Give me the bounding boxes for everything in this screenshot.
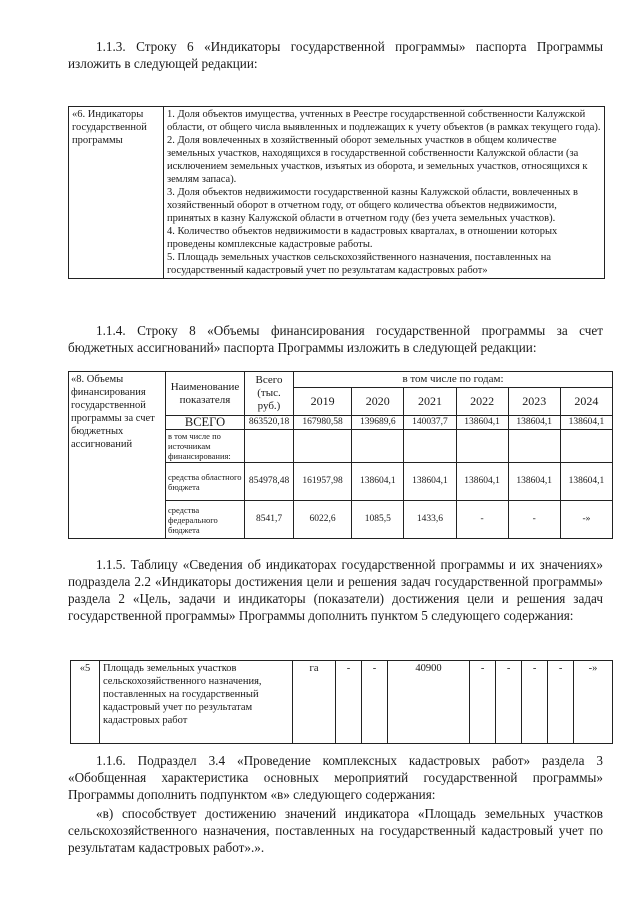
row-total	[245, 430, 294, 463]
year-cell: 2023	[508, 388, 560, 416]
row-value: -	[508, 501, 560, 539]
year-cell: 2019	[294, 388, 352, 416]
header-name: Наименование показателя	[166, 372, 245, 416]
indicator-item: 1. Доля объектов имущества, учтенных в Реестре государственной собственности Калужской области, от общего числа выявленных и подлежащих к учету объектов (в рамках текущего года).	[167, 109, 601, 133]
header-years: в том числе по годам:	[294, 372, 613, 388]
paragraph-1-1-3: 1.1.3. Строку 6 «Индикаторы государственной программы» паспорта Программы изложить в следующей редакции:	[68, 39, 603, 71]
indicator-item: 4. Количество объектов недвижимости в кадастровых кварталах, в отношении которых проведены комплексные кадастровые работы.	[167, 226, 558, 250]
indicator-item: 3. Доля объектов недвижимости государственной казны Калужской области, вовлеченных в хозяйственный оборот в отчетном году, от общего количества объектов недвижимости, принятых в казну Калужской области в отчетном году (без учета земельных участков).	[167, 187, 578, 224]
row-total: 863520,18	[245, 416, 294, 430]
row-value: 138604,1	[508, 416, 560, 430]
indicators-table	[68, 106, 605, 279]
year-cell: 2021	[404, 388, 456, 416]
year-cell: 2020	[352, 388, 404, 416]
row-value	[294, 430, 352, 463]
row-value: 139689,6	[352, 416, 404, 430]
row-value: -	[456, 501, 508, 539]
value-cell: -	[548, 661, 574, 744]
indicator-name: Площадь земельных участков сельскохозяйственного назначения, поставленных на государственный кадастровый учет по результатам кадастровых работ	[100, 661, 293, 744]
value-cell: -	[522, 661, 548, 744]
header-total: Всего (тыс. руб.)	[245, 372, 294, 416]
paragraph-1-1-4: 1.1.4. Строку 8 «Объемы финансирования государственной программы за счет бюджетных ассигнований» паспорта Программы изложить в следующей редакции:	[68, 323, 603, 355]
row-value	[404, 430, 456, 463]
financing-label: «8. Объемы финансирования государственной программы за счет бюджетных ассигнований	[69, 372, 166, 539]
value-cell: -	[470, 661, 496, 744]
indicators-list	[164, 107, 605, 279]
row-value: 6022,6	[294, 501, 352, 539]
row-value: -»	[560, 501, 612, 539]
paragraph-1-1-6: 1.1.6. Подраздел 3.4 «Проведение комплексных кадастровых работ» раздела 3 «Обобщенная характеристика основных мероприятий государственной программы» Программы дополнить подпунктом «в» следующего содержания:	[68, 753, 603, 802]
row-value: 138604,1	[560, 416, 612, 430]
row-value	[508, 430, 560, 463]
indicators-label: «6. Индикаторы государственной программы	[69, 107, 164, 279]
year-cell: 2022	[456, 388, 508, 416]
value-cell: 40900	[387, 661, 469, 744]
value-cell: -»	[574, 661, 613, 744]
row-value	[456, 430, 508, 463]
row-name: в том числе по источникам финансирования:	[166, 430, 245, 463]
row-value: 1433,6	[404, 501, 456, 539]
row-value: 138604,1	[352, 463, 404, 501]
row-name: ВСЕГО	[166, 416, 245, 430]
indicator-values-table	[70, 660, 613, 744]
paragraph-1-1-6-v: «в) способствует достижению значений индикатора «Площадь земельных участков сельскохозяйственного назначения, поставленных на государственный кадастровый учет по результатам кадастровых работ».».	[68, 806, 603, 855]
row-total: 854978,48	[245, 463, 294, 501]
row-value: 138604,1	[456, 463, 508, 501]
value-cell: -	[361, 661, 387, 744]
paragraph-1-1-5: 1.1.5. Таблицу «Сведения об индикаторах государственной программы и их значениях» подраздела 2.2 «Индикаторы достижения цели и решения задач государственной программы» раздела 2 «Цель, задачи и индикаторы (показатели) достижения цели и решения задач государственной программы» Программы дополнить пунктом 5 следующего содержания:	[68, 557, 603, 623]
row-value: 138604,1	[404, 463, 456, 501]
row-value	[560, 430, 612, 463]
row-value: 138604,1	[508, 463, 560, 501]
year-cell: 2024	[560, 388, 612, 416]
unit-cell: га	[293, 661, 336, 744]
value-cell: -	[496, 661, 522, 744]
row-value: 140037,7	[404, 416, 456, 430]
value-cell: -	[336, 661, 362, 744]
row-value: 1085,5	[352, 501, 404, 539]
indicator-item: 2. Доля вовлеченных в хозяйственный оборот земельных участков в общем количестве земельных участков, находящихся в государственной собственности Калужской области (за исключением земельных участков, изъятых из оборота, и земельных участков, относящихся к землям запаса).	[167, 135, 588, 185]
row-value: 138604,1	[456, 416, 508, 430]
indicator-item: 5. Площадь земельных участков сельскохозяйственного назначения, поставленных на государственный кадастровый учет по результатам кадастровых работ»	[167, 252, 552, 276]
row-name: средства федерального бюджета	[166, 501, 245, 539]
row-name: средства областного бюджета	[166, 463, 245, 501]
row-total: 8541,7	[245, 501, 294, 539]
row-value	[352, 430, 404, 463]
financing-table	[68, 371, 613, 539]
row-value: 138604,1	[560, 463, 612, 501]
item-number: «5	[71, 661, 100, 744]
row-value: 161957,98	[294, 463, 352, 501]
row-value: 167980,58	[294, 416, 352, 430]
